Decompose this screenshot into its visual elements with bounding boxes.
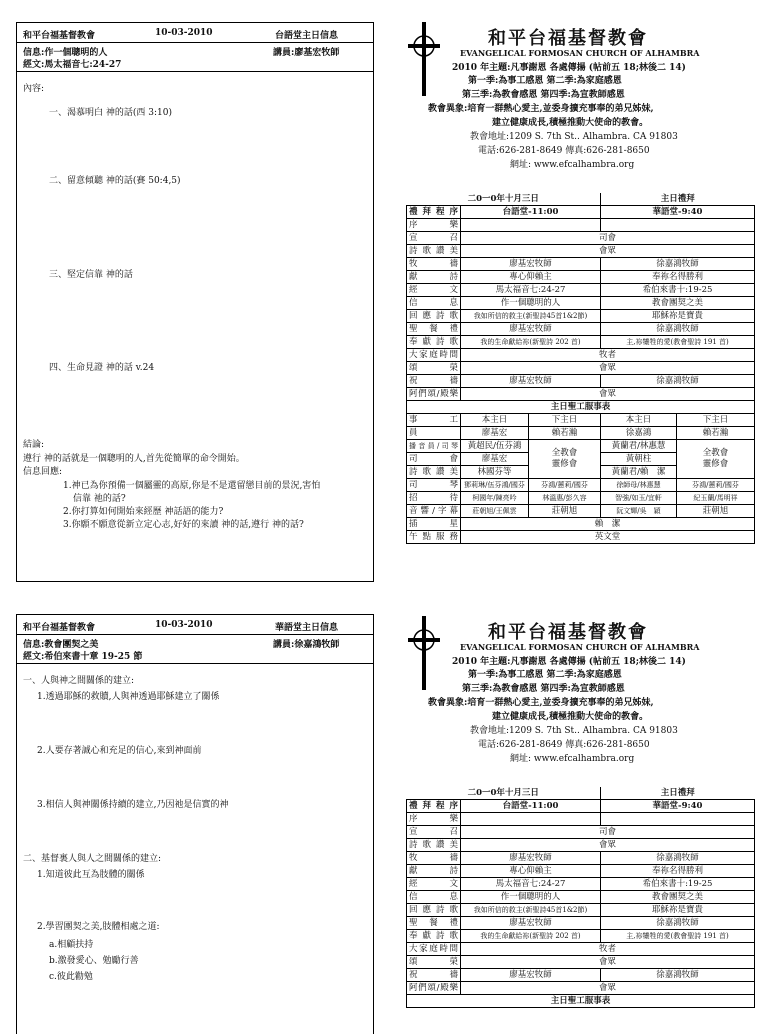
table-row: 經 文 馬太福音七:24-27 希伯來書十:19-25	[407, 284, 755, 297]
sermon-title: 信息:教會團契之美	[23, 640, 99, 650]
quarter-themes-1: 第一季:為事工感恩 第二季:為家庭感恩	[468, 670, 622, 680]
outline-line: 1.知道彼此互為肢體的關係	[37, 870, 145, 880]
table-row: 大家庭時間 牧者	[407, 943, 755, 956]
church-phone: 電話:626-281-8649 傳真:626-281-8650	[478, 740, 650, 750]
outline-line: a.相顧扶持	[49, 940, 94, 950]
service-name: 華語堂主日信息	[275, 623, 339, 633]
table-row: 大家庭時間 牧者	[407, 349, 755, 362]
table-row: 宣 召 司會	[407, 826, 755, 839]
table-row: 回應詩歌 我如所信的救主(新聖詩45首1&2節) 耶穌祢是寶貴	[407, 904, 755, 917]
col-mandarin: 華語堂-9:40	[601, 800, 755, 813]
table-row: 插 星 賴 潔	[407, 518, 755, 531]
reflection-2: 2.你打算如何開始來經歷 神話語的能力?	[63, 507, 224, 517]
service-header-row: 事 工 本主日 下主日 本主日 下主日	[407, 414, 755, 427]
church-name: 和平台福基督教會	[23, 623, 96, 633]
table-row: 詩歌讚美 會眾	[407, 839, 755, 852]
outline-line: 3.相信人與神關係持續的建立,乃因祂是信實的神	[37, 800, 229, 810]
outline-line: 2.人要存著誠心和充足的信心,來到神面前	[37, 746, 202, 756]
table-row: 序 樂	[407, 813, 755, 826]
sermon-speaker: 講員:廖基宏牧師	[273, 48, 340, 58]
sermon-speaker: 講員:徐嘉鴻牧師	[273, 640, 340, 650]
table-row: 頌 榮 會眾	[407, 956, 755, 969]
table-row: 回應詩歌 我如所信的救主(新聖詩45首1&2節) 耶穌祢是寶貴	[407, 310, 755, 323]
table-row: 牧 禱 廖基宏牧師 徐嘉鴻牧師	[407, 258, 755, 271]
table-row: 奉獻詩歌 我的生命獻給祢(新聖詩 202 首) 主,祢犧牲的愛(教會聖詩 191 首)	[407, 336, 755, 349]
church-english-name: EVANGELICAL FORMOSAN CHURCH OF ALHAMBRA	[460, 642, 700, 652]
table-row: 奉獻詩歌 我的生命獻給祢(新聖詩 202 首) 主,祢犧牲的愛(教會聖詩 191 首)	[407, 930, 755, 943]
table-row: 招 待 柯國年/陳亮吟 林溫惠/彭久容 智強/如玉/宜軒 紀玉蘭/馬明祥	[407, 492, 755, 505]
annual-theme: 2010 年主題:凡事謝恩 各處傳揚 (帖前五 18;林後二 14)	[452, 63, 686, 73]
table-row: 午點服務 英文堂	[407, 531, 755, 544]
table-row: 詩歌讚美 會眾	[407, 245, 755, 258]
table-row: 播音員/司琴 黃超民/伍芬鴻 全教會 靈修會 黃蘭君/林惠慧 全教會 靈修會	[407, 440, 755, 453]
divider	[17, 42, 373, 43]
divider	[17, 663, 373, 664]
church-phone: 電話:626-281-8649 傳真:626-281-8650	[478, 146, 650, 156]
sermon-scripture: 經文:馬太福音七:24-27	[23, 60, 122, 70]
sermon-notes-mandarin	[16, 614, 374, 1034]
col-taiwanese: 台語堂-11:00	[461, 206, 601, 219]
schedule-type: 主日禮拜	[601, 787, 755, 800]
sermon-date: 10-03-2010	[155, 620, 213, 630]
quarter-themes-2: 第三季:為教會感恩 第四季:為宣教師感恩	[462, 90, 625, 100]
point-1: 一、渴慕明白 神的話(西 3:10)	[49, 108, 172, 118]
reflection-3: 3.你願不願意從新立定心志,好好的來讀 神的話,遵行 神的話?	[63, 520, 304, 530]
vision-line-1: 教會異象:培育一群熱心愛主,並委身擴充事奉的弟兄姊妹,	[428, 104, 654, 114]
outline-line: b.激發愛心、勉勵行善	[49, 956, 139, 966]
table-row: 聖 餐 禮 廖基宏牧師 徐嘉鴻牧師	[407, 323, 755, 336]
sermon-scripture: 經文:希伯來書十章 19-25 節	[23, 652, 143, 662]
divider	[17, 71, 373, 72]
church-website: 網址: www.efcalhambra.org	[510, 754, 635, 764]
col-program: 禮拜程序	[407, 206, 461, 219]
table-row: 頌 榮 會眾	[407, 362, 755, 375]
annual-theme: 2010 年主題:凡事謝恩 各處傳揚 (帖前五 18;林後二 14)	[452, 657, 686, 667]
church-english-name: EVANGELICAL FORMOSAN CHURCH OF ALHAMBRA	[460, 48, 700, 58]
outline-line: 2.學習團契之美,肢體相處之道:	[37, 922, 160, 932]
outline-line: 一、人與神之間關係的建立:	[23, 676, 135, 686]
worship-schedule-table	[406, 193, 755, 544]
conclusion-text: 遵行 神的話就是一個聰明的人,首先從簡單的命令開始。	[23, 454, 245, 464]
reflection-label: 信息回應:	[23, 467, 63, 477]
church-website: 網址: www.efcalhambra.org	[510, 160, 635, 170]
table-row: 獻 詩 專心仰賴主 奉祢名得勝利	[407, 865, 755, 878]
table-row: 祝 禱 廖基宏牧師 徐嘉鴻牧師	[407, 969, 755, 982]
table-row: 阿們頌/殿樂 會眾	[407, 388, 755, 401]
table-row: 阿們頌/殿樂 會眾	[407, 982, 755, 995]
col-mandarin: 華語堂-9:40	[601, 206, 755, 219]
outline-line: 1.透過耶穌的救贖,人與神透過耶穌建立了關係	[37, 692, 220, 702]
vision-line-2: 建立健康成長,積極推動大使命的教會。	[492, 118, 649, 128]
table-row: 牧 禱 廖基宏牧師 徐嘉鴻牧師	[407, 852, 755, 865]
reflection-1b: 信靠 祂的話?	[73, 494, 126, 504]
vision-line-1: 教會異象:培育一群熱心愛主,並委身擴充事奉的弟兄姊妹,	[428, 698, 654, 708]
church-title: 和平台福基督教會	[488, 28, 648, 49]
table-row: 詩歌讚美 林國芬等 黃蘭君/賴 潔	[407, 466, 755, 479]
church-title: 和平台福基督教會	[488, 622, 648, 643]
service-name: 台語堂主日信息	[275, 31, 339, 41]
service-table-title: 主日聖工服事表	[407, 995, 755, 1008]
table-row: 員 廖基宏 賴若瀚 徐嘉鴻 賴若瀚	[407, 427, 755, 440]
schedule-date: 二0一0年十月三日	[407, 193, 601, 206]
vision-line-2: 建立健康成長,積極推動大使命的教會。	[492, 712, 649, 722]
table-row: 司 會 廖基宏 黃朝柱	[407, 453, 755, 466]
content-label: 內容:	[23, 84, 45, 94]
point-3: 三、堅定信靠 神的話	[49, 270, 133, 280]
sermon-date: 10-03-2010	[155, 28, 213, 38]
table-row: 信 息 作一個聰明的人 教會團契之美	[407, 297, 755, 310]
table-row: 司 琴 鄧莉琳/伍芬鴻/國芬 芬鴻/蕙莉/國芬 徐師母/林惠慧 芬鴻/蕙莉/國芬	[407, 479, 755, 492]
table-row: 獻 詩 專心仰賴主 奉祢名得勝利	[407, 271, 755, 284]
schedule-type: 主日禮拜	[601, 193, 755, 206]
service-table-title: 主日聖工服事表	[407, 401, 755, 414]
divider	[17, 634, 373, 635]
church-address: 教會地址:1209 S. 7th St.. Alhambra. CA 91803	[470, 132, 678, 142]
point-2: 二、留意傾聽 神的話(賽 50:4,5)	[49, 176, 181, 186]
outline-line: 二、基督裏人與人之間關係的建立:	[23, 854, 162, 864]
col-program: 禮拜程序	[407, 800, 461, 813]
sermon-title: 信息:作一個聰明的人	[23, 48, 108, 58]
reflection-1: 1.神已為你預備一個屬靈的高原,你是不是還留戀目前的景況,害怕	[63, 481, 321, 491]
worship-schedule-table	[406, 787, 755, 1008]
schedule-date: 二0一0年十月三日	[407, 787, 601, 800]
point-4: 四、生命見證 神的話 v.24	[49, 363, 155, 373]
outline-line: c.彼此勸勉	[49, 972, 93, 982]
table-row: 信 息 作一個聰明的人 教會團契之美	[407, 891, 755, 904]
table-row: 宣 召 司會	[407, 232, 755, 245]
table-row: 聖 餐 禮 廖基宏牧師 徐嘉鴻牧師	[407, 917, 755, 930]
table-row: 祝 禱 廖基宏牧師 徐嘉鴻牧師	[407, 375, 755, 388]
col-taiwanese: 台語堂-11:00	[461, 800, 601, 813]
church-address: 教會地址:1209 S. 7th St.. Alhambra. CA 91803	[470, 726, 678, 736]
sermon-notes-taiwanese	[16, 22, 374, 582]
table-row: 序 樂	[407, 219, 755, 232]
church-name: 和平台福基督教會	[23, 31, 96, 41]
table-row: 音響/字幕 莊朝旭/王佩雲 莊朝旭 阮文輝/吳 穎 莊朝旭	[407, 505, 755, 518]
table-row: 經 文 馬太福音七:24-27 希伯來書十:19-25	[407, 878, 755, 891]
quarter-themes-2: 第三季:為教會感恩 第四季:為宣教師感恩	[462, 684, 625, 694]
church-cross-logo	[404, 22, 444, 96]
conclusion-label: 結論:	[23, 440, 45, 450]
quarter-themes-1: 第一季:為事工感恩 第二季:為家庭感恩	[468, 76, 622, 86]
church-cross-logo	[404, 616, 444, 690]
